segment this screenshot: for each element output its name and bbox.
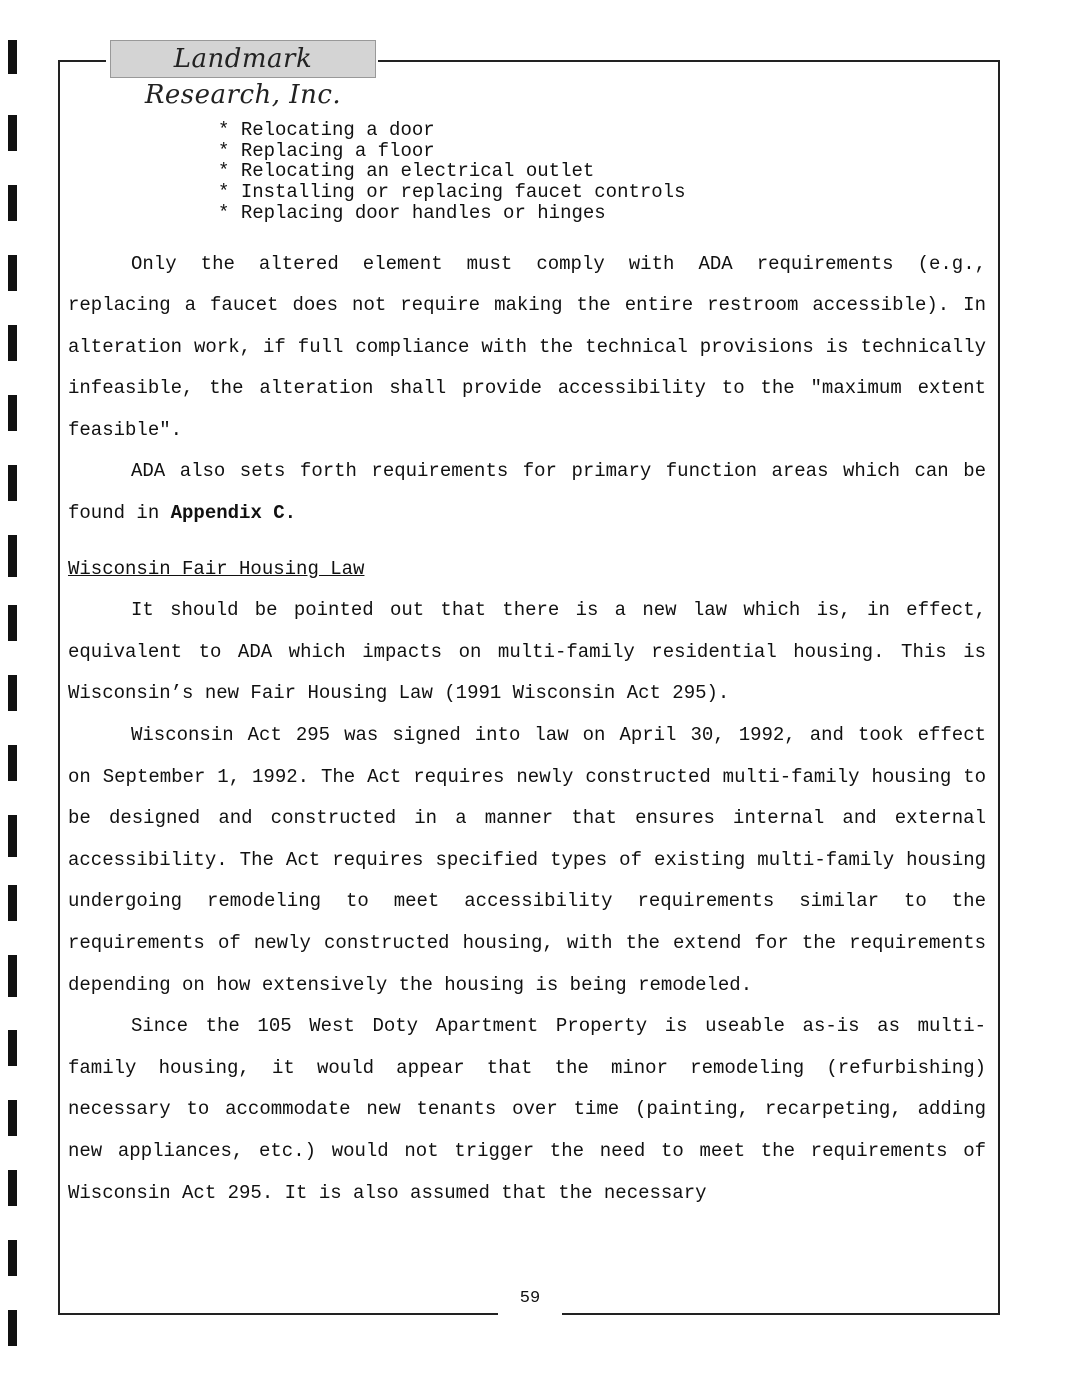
binding-mark: [8, 745, 17, 781]
header-rule-right: [378, 60, 1000, 62]
header-rule-left: [58, 60, 106, 62]
binding-mark: [8, 955, 17, 997]
list-item: * Replacing a floor: [218, 141, 986, 162]
binding-mark: [8, 465, 17, 501]
document-body: [68, 120, 986, 1214]
appendix-reference: Appendix C.: [170, 502, 297, 525]
paragraph-act-295: Wisconsin Act 295 was signed into law on April 30, 1992, and took effect on September 1, 1992. The Act requires newly constructed multi-family housing to be designed and constructed in a manner that ensures internal and external accessibility. The Act requires specified types of existing multi-family housing undergoing remodeling to meet accessibility requirements similar to the requirements of newly constructed housing, with the extend for the requirements depending on how extensively the housing is being remodeled.: [68, 724, 986, 996]
paragraph-west-doty: Since the 105 West Doty Apartment Property is useable as-is as multi-family housing, it would appear that the minor remodeling (refurbishing) necessary to accommodate new tenants over time (painting, recarpeting, adding new appliances, etc.) would not trigger the need to meet the requirements of Wisconsin Act 295. It is also assumed that the necessary: [68, 1015, 986, 1204]
binding-mark: [8, 885, 17, 921]
section-heading: Wisconsin Fair Housing Law: [68, 557, 365, 580]
binding-mark: [8, 1240, 17, 1276]
binding-mark: [8, 395, 17, 431]
binding-mark: [8, 1170, 17, 1206]
binding-mark: [8, 1100, 17, 1136]
list-item: * Replacing door handles or hinges: [218, 203, 986, 224]
binding-mark: [8, 605, 17, 641]
alteration-examples-list: [218, 120, 986, 224]
binding-mark: [8, 1030, 17, 1066]
binding-mark: [8, 325, 17, 361]
paragraph-altered-element: Only the altered element must comply with ADA requirements (e.g., replacing a faucet does not require making the entire restroom accessible). In alteration work, if full compliance with the technical provisions is technically infeasible, the alteration shall provide accessibility to the "maximum extent feasible".: [68, 252, 986, 441]
list-item: * Relocating an electrical outlet: [218, 161, 986, 182]
binding-mark: [8, 115, 17, 151]
binding-mark: [8, 675, 17, 711]
paragraph-new-law: It should be pointed out that there is a new law which is, in effect, equivalent to ADA which impacts on multi-family residential housing. This is Wisconsin’s new Fair Housing Law (1991 Wisconsin Act 295).: [68, 599, 986, 705]
paragraph-text: ADA also sets forth requirements for primary function areas which can be found in: [68, 460, 986, 525]
binding-mark: [8, 535, 17, 577]
list-item: * Relocating a door: [218, 120, 986, 141]
binding-mark: [8, 185, 17, 221]
page-number: 59: [519, 1289, 541, 1308]
binding-mark: [8, 255, 17, 291]
company-logo: Landmark Research, Inc.: [110, 40, 376, 78]
binding-mark: [8, 815, 17, 857]
binding-mark: [8, 40, 17, 74]
binding-mark: [8, 1310, 17, 1346]
paragraph-primary-function: [68, 451, 986, 534]
list-item: * Installing or replacing faucet controls: [218, 182, 986, 203]
